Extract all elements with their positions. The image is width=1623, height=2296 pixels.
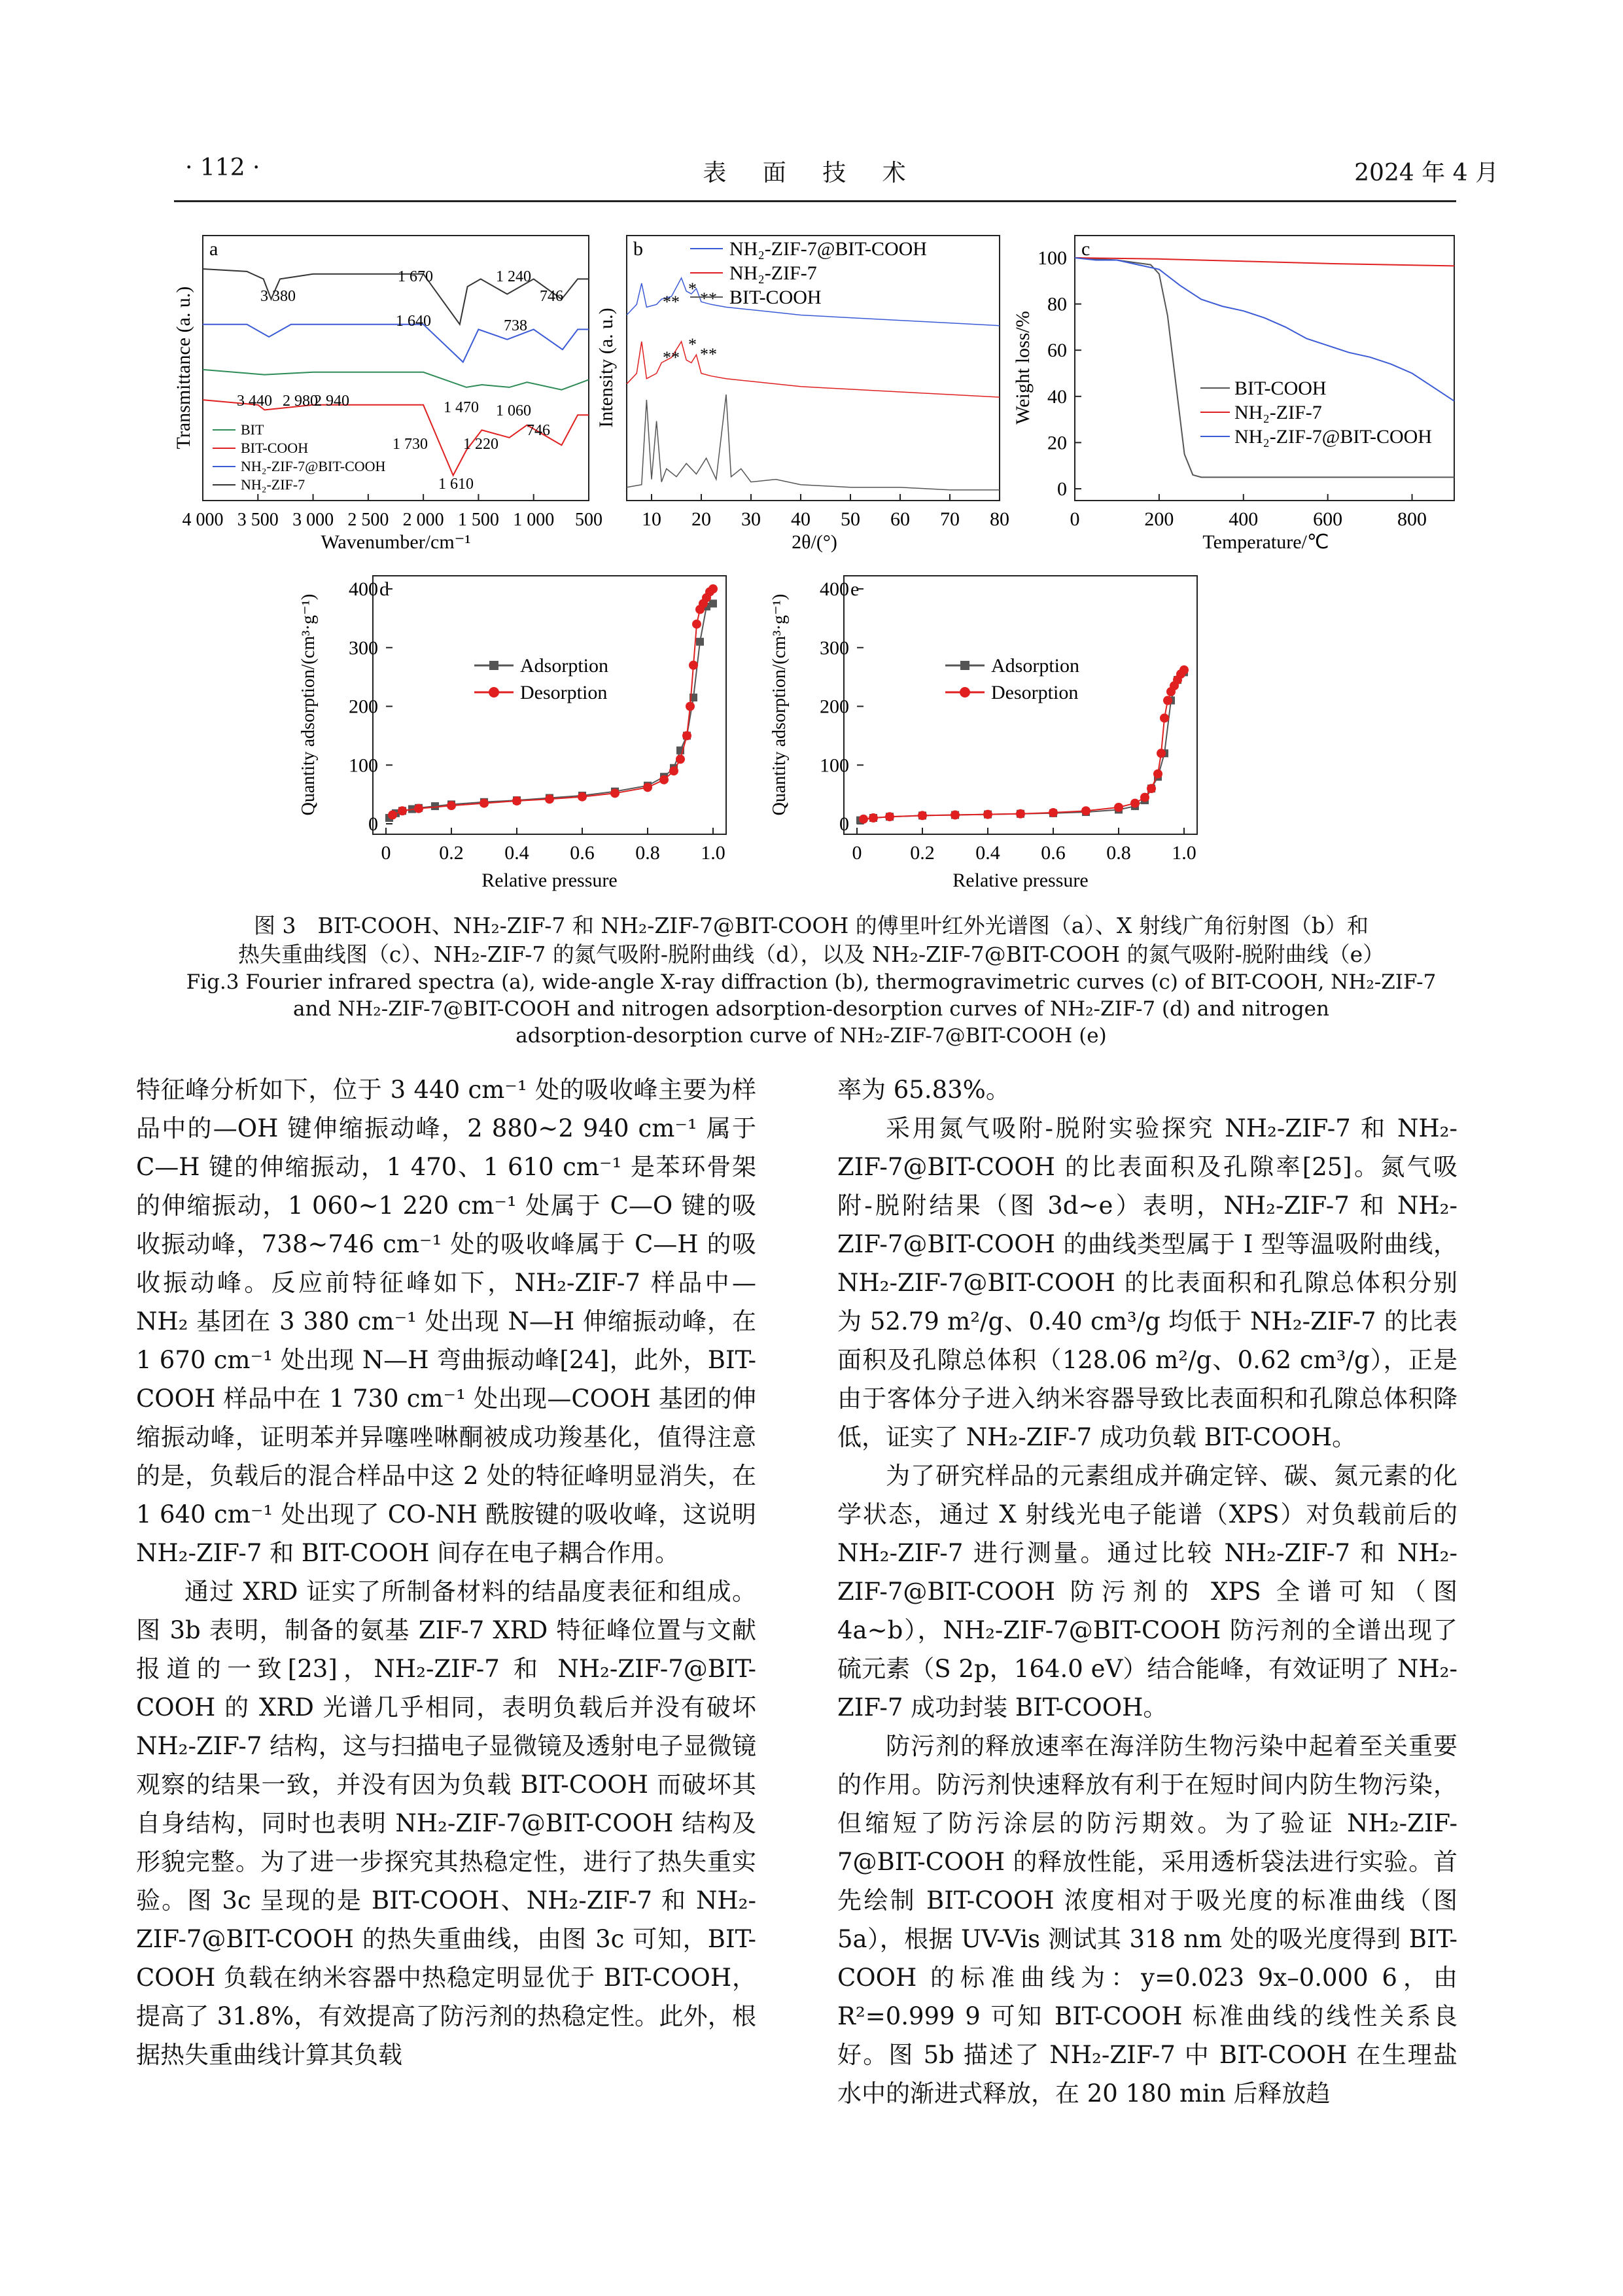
y-tick-label: 0 (368, 813, 378, 835)
x-tick-label: 500 (575, 510, 602, 530)
data-point (1160, 713, 1169, 722)
x-tick-label: 800 (1397, 508, 1427, 530)
x-tick-label: 50 (841, 508, 860, 530)
series-line (203, 325, 589, 362)
x-tick-label: 70 (940, 508, 960, 530)
data-point (689, 661, 698, 670)
legend-desorption: Desorption (991, 682, 1079, 703)
xrd-chart (589, 229, 1021, 569)
x-axis-label: Temperature/℃ (1202, 531, 1329, 553)
data-point (695, 605, 705, 614)
y-tick-label: 0 (839, 813, 849, 835)
figure-panel-e (759, 566, 1230, 900)
x-tick-label: 0 (381, 842, 391, 864)
x-tick-label: 4 000 (182, 510, 224, 530)
series-line (627, 395, 1000, 490)
series-line (627, 342, 1000, 397)
data-point (610, 788, 620, 798)
y-tick-label: 100 (349, 754, 378, 777)
y-tick-label: 60 (1047, 340, 1067, 362)
caption-cn-line: 热失重曲线图（c）、NH₂-ZIF-7 的氮气吸附-脱附曲线（d），以及 NH₂-ZIF-7@BIT-COOH 的氮气吸附-脱附曲线（e） (237, 942, 1385, 967)
x-tick-label: 0.6 (570, 842, 595, 864)
figure-panel-c (1004, 229, 1462, 569)
panel-label: c (1081, 238, 1091, 260)
legend-zif7: NH₂-ZIF-7 (729, 262, 817, 284)
x-axis-label: Wavenumber/cm⁻¹ (321, 531, 471, 553)
xrd-marker: ** (663, 348, 680, 367)
caption-en-line: and NH₂-ZIF-7@BIT-COOH and nitrogen adsorption-desorption curves of NH₂-ZIF-7 (d) and nitrogen (293, 997, 1329, 1021)
xrd-marker: ** (663, 292, 680, 311)
series-line (203, 370, 589, 390)
x-tick-label: 80 (990, 508, 1009, 530)
paragraph: 采用氮气吸附-脱附实验探究 NH₂-ZIF-7 和 NH₂-ZIF-7@BIT-COOH 的比表面积及孔隙率[25]。氮气吸附-脱附结果（图 3d~e）表明，NH₂-ZIF-7 和 NH₂-ZIF-7@BIT-COOH 的曲线类型属于 I 型等温吸附曲线，NH₂-ZIF-7@BIT-COOH 的比表面积和孔隙总体积分别为 52.79 m²/g、0.40 cm³/g 均低于 NH₂-ZIF-7 的比表面积及孔隙总体积（128.06 m²/g、0.62 cm³/g），正是由于客体分子进入纳米容器导致比表面积和孔隙总体积降低，证实了 NH₂-ZIF-7 成功负载 BIT-COOH。 (837, 1114, 1457, 1451)
y-tick-label: 20 (1047, 432, 1067, 454)
data-point (659, 775, 669, 785)
peak-label: 1 670 (398, 268, 433, 285)
body-column-right (837, 1070, 1457, 2113)
x-tick-label: 1.0 (701, 842, 725, 864)
x-tick-label: 0.4 (504, 842, 529, 864)
figure-caption (124, 911, 1498, 1050)
legend-desorption: Desorption (520, 682, 608, 703)
legend-adsorption: Adsorption (520, 655, 608, 677)
peak-label: 3 380 (260, 288, 296, 305)
y-tick-label: 400 (349, 578, 378, 600)
x-tick-label: 60 (890, 508, 910, 530)
panel-label: a (209, 238, 218, 260)
y-axis-label: Quantity adsorption/(cm³·g⁻¹) (298, 593, 319, 816)
bet-chart-composite (759, 566, 1230, 900)
y-tick-label: 200 (349, 696, 378, 718)
figure-panel-b (589, 229, 1021, 569)
xrd-marker: * (688, 335, 697, 354)
xrd-marker: * (688, 279, 697, 298)
body-column-left (136, 1070, 756, 2074)
x-axis-label: Relative pressure (481, 870, 618, 891)
journal-title: 表 面 技 术 (703, 160, 920, 186)
y-tick-label: 200 (820, 696, 849, 718)
legend-zif7: NH₂-ZIF-7 (1234, 402, 1322, 423)
page-number: · 112 · (185, 154, 260, 181)
data-point (676, 754, 685, 764)
series-line (389, 603, 713, 818)
x-tick-label: 0.8 (1106, 842, 1131, 864)
peak-label: 1 640 (396, 313, 431, 330)
x-tick-label: 1 500 (457, 510, 499, 530)
data-point (545, 794, 554, 804)
peak-label: 1 060 (496, 402, 531, 419)
x-tick-label: 0 (852, 842, 862, 864)
x-tick-label: 20 (691, 508, 711, 530)
data-point (869, 813, 878, 822)
caption-cn-line: 图 3 BIT-COOH、NH₂-ZIF-7 和 NH₂-ZIF-7@BIT-COOH 的傅里叶红外光谱图（a）、X 射线广角衍射图（b）和 (253, 913, 1369, 938)
peak-label: 3 440 (237, 393, 272, 410)
data-point (983, 810, 992, 819)
xrd-marker: ** (700, 345, 717, 364)
paragraph: 特征峰分析如下，位于 3 440 cm⁻¹ 处的吸收峰主要为样品中的—OH 键伸缩振动峰，2 880~2 940 cm⁻¹ 属于 C—H 键的伸缩振动，1 470、1 610 cm⁻¹ 是苯环骨架的伸缩振动，1 060~1 220 cm⁻¹ 处属于 C—O 键的吸收振动峰，738~746 cm⁻¹ 处的吸收峰属于 C—H 的吸收振动峰。反应前特征峰如下，NH₂-ZIF-7 样品中—NH₂ 基团在 3 380 cm⁻¹ 处出现 N—H 伸缩振动峰，在 1 670 cm⁻¹ 处出现 N—H 弯曲振动峰[24]，此外，BIT-COOH 样品中在 1 730 cm⁻¹ 处出现—COOH 基团的伸缩振动峰，证明苯并异噻唑啉酮被成功羧基化，值得注意的是，负载后的混合样品中这 2 处的特征峰明显消失，在 1 640 cm⁻¹ 处出现了 CO-NH 酰胺键的吸收峰，这说明 NH₂-ZIF-7 和 BIT-COOH 间存在电子耦合作用。 (136, 1076, 756, 1567)
peak-label: 2 940 (314, 393, 349, 410)
x-tick-label: 40 (791, 508, 811, 530)
data-point (951, 811, 960, 820)
data-point (669, 766, 678, 775)
y-tick-label: 80 (1047, 293, 1067, 315)
ftir-chart (164, 229, 602, 569)
data-point (1114, 803, 1123, 812)
peak-label: 1 730 (393, 436, 428, 453)
x-tick-label: 2 000 (402, 510, 444, 530)
data-point (682, 731, 691, 740)
legend-bit-cooh: BIT-COOH (241, 440, 309, 456)
y-axis-label: Transmittance (a. u.) (173, 286, 194, 450)
y-tick-label: 40 (1047, 385, 1067, 408)
x-tick-label: 3 000 (292, 510, 334, 530)
x-axis-label: Relative pressure (952, 870, 1089, 891)
peak-label: 2 980 (283, 393, 318, 410)
xrd-marker: ** (700, 289, 717, 308)
panel-label: d (379, 578, 389, 600)
y-axis-label: Weight loss/% (1012, 311, 1034, 425)
tga-chart (1004, 229, 1462, 569)
peak-label: 746 (540, 288, 563, 305)
figure-panel-a (164, 229, 602, 569)
legend-composite: NH₂-ZIF-7@BIT-COOH (729, 238, 927, 260)
data-point (885, 812, 894, 821)
x-tick-label: 0 (1070, 508, 1080, 530)
x-axis-label: 2θ/(°) (792, 531, 837, 553)
data-point (447, 801, 456, 810)
x-tick-label: 0.2 (910, 842, 935, 864)
legend-zif7: NH₂-ZIF-7 (241, 476, 305, 493)
y-tick-label: 100 (820, 754, 849, 777)
issue-date: 2024 年 4 月 (1354, 160, 1499, 186)
panel-label: b (633, 238, 643, 260)
data-point (512, 796, 521, 805)
data-point (1140, 793, 1149, 802)
y-tick-label: 300 (820, 637, 849, 659)
data-point (1130, 799, 1140, 808)
x-tick-label: 600 (1313, 508, 1343, 530)
caption-en-line: adsorption-desorption curve of NH₂-ZIF-7@BIT-COOH (e) (515, 1024, 1107, 1048)
data-point (398, 806, 407, 815)
data-point (414, 804, 423, 813)
data-point (1153, 769, 1162, 779)
x-tick-label: 1.0 (1172, 842, 1196, 864)
data-point (1157, 749, 1166, 758)
legend-bit-cooh: BIT-COOH (729, 287, 822, 308)
x-tick-label: 0.8 (635, 842, 660, 864)
x-tick-label: 3 500 (237, 510, 279, 530)
paragraph: 为了研究样品的元素组成并确定锌、碳、氮元素的化学状态，通过 X 射线光电子能谱（XPS）对负载前后的 NH₂-ZIF-7 进行测量。通过比较 NH₂-ZIF-7 和 NH₂-ZIF-7@BIT-COOH 防污剂的 XPS 全谱可知（图 4a~b），NH₂-ZIF-7@BIT-COOH 防污剂的全谱出现了硫元素（S 2p，164.0 eV）结合能峰，有效证明了 NH₂-ZIF-7 成功封装 BIT-COOH。 (837, 1462, 1457, 1722)
data-point (1081, 806, 1091, 815)
paragraph: 率为 65.83%。 (837, 1076, 1010, 1104)
data-point (918, 811, 927, 820)
x-tick-label: 0.6 (1041, 842, 1066, 864)
peak-label: 1 610 (438, 476, 474, 493)
data-point (643, 783, 652, 792)
bet-chart-zif7 (288, 566, 759, 900)
data-point (859, 815, 868, 824)
x-tick-label: 200 (1144, 508, 1174, 530)
x-tick-label: 30 (741, 508, 761, 530)
y-tick-label: 0 (1057, 478, 1067, 500)
data-point (388, 811, 397, 820)
data-point (1166, 687, 1176, 696)
data-point (696, 638, 704, 646)
legend-adsorption: Adsorption (991, 655, 1079, 677)
data-point (686, 702, 695, 711)
data-point (692, 620, 701, 629)
data-point (1147, 784, 1156, 793)
legend-bit: BIT (241, 421, 264, 438)
figure-panel-d (288, 566, 759, 900)
data-point (480, 799, 489, 808)
y-axis-label: Quantity adsorption/(cm³·g⁻¹) (769, 593, 790, 816)
data-point (1016, 809, 1025, 819)
paragraph: 防污剂的释放速率在海洋防生物污染中起着至关重要的作用。防污剂快速释放有利于在短时间内防生物污染，但缩短了防污涂层的防污期效。为了验证 NH₂-ZIF-7@BIT-COOH 的释放性能，采用透析袋法进行实验。首先绘制 BIT-COOH 浓度相对于吸光度的标准曲线（图 5a），根据 UV-Vis 测试其 318 nm 处的吸光度得到 BIT-COOH 的标准曲线为：y=0.023 9x–0.000 6，由 R²=0.999 9 可知 BIT-COOH 标准曲线的线性关系良好。图 5b 描述了 NH₂-ZIF-7 中 BIT-COOH 在生理盐水中的渐进式释放，在 20 180 min 后释放趋 (837, 1732, 1457, 2108)
peak-label: 1 470 (444, 399, 479, 416)
data-point (1163, 696, 1172, 705)
y-tick-label: 300 (349, 637, 378, 659)
legend-bit-cooh: BIT-COOH (1234, 378, 1327, 399)
y-axis-label: Intensity (a. u.) (595, 308, 617, 428)
legend-composite: NH₂-ZIF-7@BIT-COOH (1234, 426, 1432, 448)
x-tick-label: 2 500 (347, 510, 389, 530)
peak-label: 1 240 (496, 268, 531, 285)
paragraph: 通过 XRD 证实了所制备材料的结晶度表征和组成。图 3b 表明，制备的氨基 ZIF-7 XRD 特征峰位置与文献报道的一致[23]，NH₂-ZIF-7 和 NH₂-ZIF-7@BIT-COOH 的 XRD 光谱几乎相同，表明负载后并没有破坏 NH₂-ZIF-7 结构，这与扫描电子显微镜及透射电子显微镜观察的结果一致，并没有因为负载 BIT-COOH 而破坏其自身结构，同时也表明 NH₂-ZIF-7@BIT-COOH 结构及形貌完整。为了进一步探究其热稳定性，进行了热失重实验。图 3c 呈现的是 BIT-COOH、NH₂-ZIF-7 和 NH₂-ZIF-7@BIT-COOH 的热失重曲线，由图 3c 可知，BIT-COOH 负载在纳米容器中热稳定明显优于 BIT-COOH，提高了 31.8%，有效提高了防污剂的热稳定性。此外，根据热失重曲线计算其负载 (136, 1578, 756, 2069)
peak-label: 738 (504, 317, 527, 334)
x-tick-label: 0.4 (975, 842, 1000, 864)
x-tick-label: 1 000 (513, 510, 555, 530)
y-tick-label: 100 (1038, 247, 1067, 269)
x-tick-label: 0.2 (439, 842, 464, 864)
caption-en-line: Fig.3 Fourier infrared spectra (a), wide-angle X-ray diffraction (b), thermogravimetric curves (c) of BIT-COOH, NH₂-ZIF-7 (186, 970, 1437, 994)
peak-label: 1 220 (463, 436, 498, 453)
legend-composite: NH₂-ZIF-7@BIT-COOH (241, 458, 386, 474)
data-point (709, 599, 717, 607)
peak-label: 746 (527, 422, 550, 439)
data-point (1049, 808, 1058, 817)
y-tick-label: 400 (820, 578, 849, 600)
x-tick-label: 400 (1229, 508, 1259, 530)
x-tick-label: 10 (642, 508, 661, 530)
panel-label: e (850, 578, 860, 600)
data-point (578, 792, 587, 802)
header-rule (174, 200, 1456, 202)
